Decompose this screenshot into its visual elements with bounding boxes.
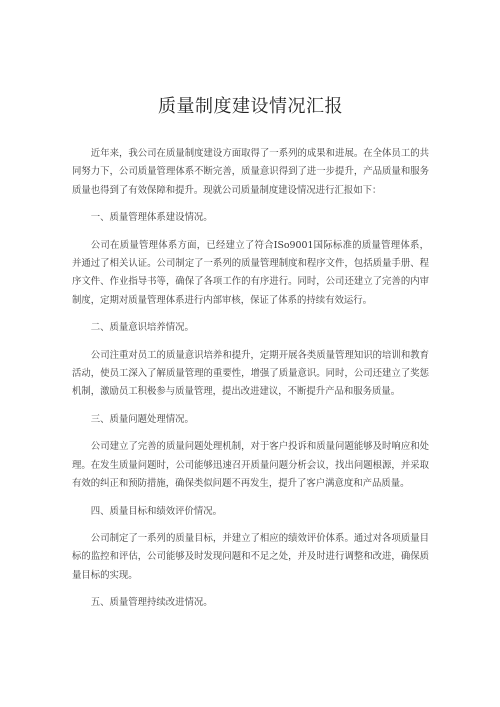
section-body-quality-system: 公司在质量管理体系方面，已经建立了符合ISo9001国际标准的质量管理体系，并通过了相关认证。公司制定了一系列的质量管理制度和程序文件，包括质量手册、程序文件、作业指导书等，确保了各项工作的有序进行。同时，公司还建立了完善的内审制度，定期对质量管理体系进行内部审核，保证了体系的持续有效运行。 xyxy=(72,239,429,306)
section-heading-issue-handling: 三、质量问题处理情况。 xyxy=(90,413,194,425)
section-body-issue-handling: 公司建立了完善的质量问题处理机制，对于客户投诉和质量问题能够及时响应和处理。在发生质量问题时，公司能够迅速召开质量问题分析会议，找出问题根源，并采取有效的纠正和预防措施，确保类似问题不再发生，提升了客户满意度和产品质量。 xyxy=(72,441,429,490)
section-heading-continuous-improvement: 五、质量管理持续改进情况。 xyxy=(90,597,213,609)
document-title: 质量制度建设情况汇报 xyxy=(158,96,343,117)
section-heading-quality-awareness: 二、质量意识培养情况。 xyxy=(90,322,194,334)
section-body-targets-evaluation: 公司制定了一系列的质量目标，并建立了相应的绩效评价体系。通过对各项质量目标的监控和评估，公司能够及时发现问题和不足之处，并及时进行调整和改进，确保质量目标的实现。 xyxy=(72,532,429,581)
section-body-quality-awareness: 公司注重对员工的质量意识培养和提升，定期开展各类质量管理知识的培训和教育活动，使员工深入了解质量管理的重要性，增强了质量意识。同时，公司还建立了奖惩机制，激励员工积极参与质量管理，提出改进建议，不断提升产品和服务质量。 xyxy=(72,349,429,398)
intro-paragraph: 近年来，我公司在质量制度建设方面取得了一系列的成果和进展。在全体员工的共同努力下，公司质量管理体系不断完善，质量意识得到了进一步提升，产品质量和服务质量也得到了有效保障和提升。现就公司质量制度建设情况进行汇报如下： xyxy=(72,148,429,196)
section-heading-targets-evaluation: 四、质量目标和绩效评价情况。 xyxy=(90,505,223,517)
section-heading-quality-system: 一、质量管理体系建设情况。 xyxy=(90,212,213,224)
